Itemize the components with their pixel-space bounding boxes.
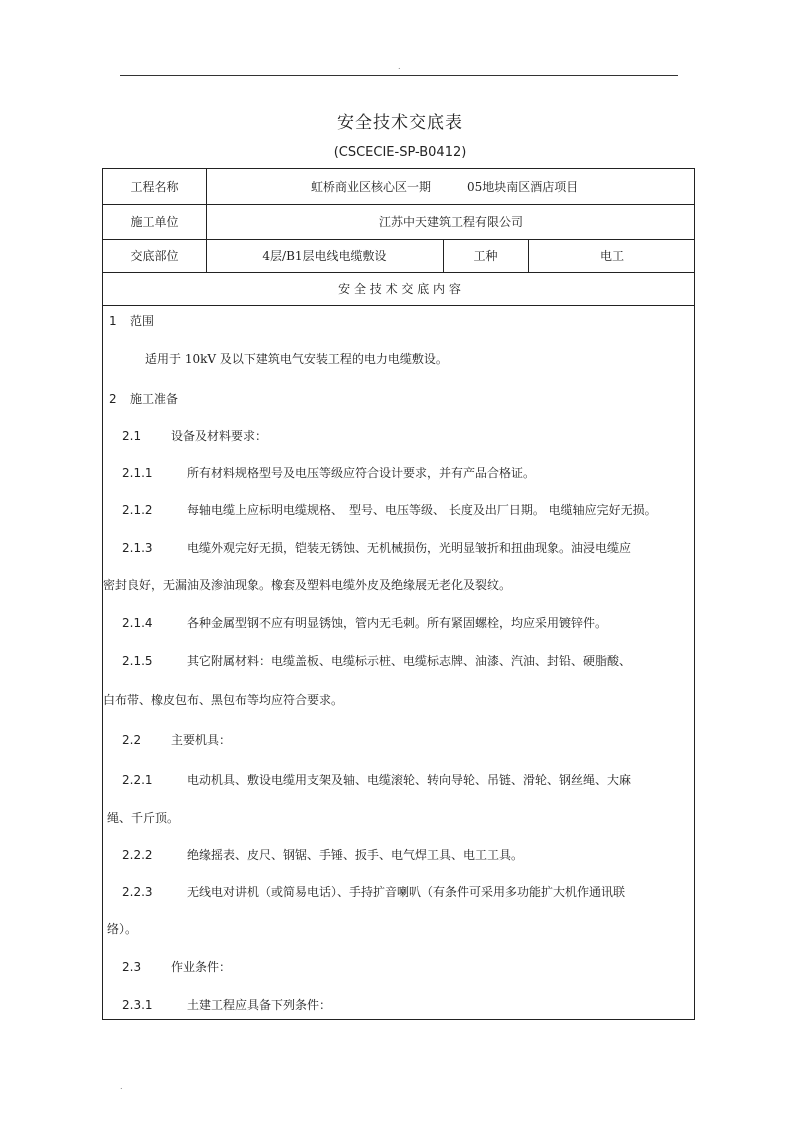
content-line: 适用于 10kV 及以下建筑电气安装工程的电力电缆敷设。 [145, 352, 448, 366]
section-heading: 安 全 技 术 交 底 内 容 [338, 282, 461, 296]
item-number: 2.2.2 [122, 848, 153, 862]
location-label: 交底部位 [130, 249, 179, 263]
item-number: 2.2 [122, 733, 142, 747]
row-divider [103, 204, 694, 205]
item-number: 2.2.1 [122, 773, 153, 787]
content-line: 每轴电缆上应标明电缆规格、 型号、电压等级、 长度及出厂日期。 电缆轴应完好无损。 [187, 503, 657, 517]
page-title: 安全技术交底表 [337, 113, 463, 133]
header-dot: . [398, 62, 401, 71]
content-line: 主要机具： [171, 733, 232, 747]
content-line: 土建工程应具备下列条件： [187, 998, 332, 1012]
trade-value: 电工 [599, 249, 624, 263]
trade-label: 工种 [473, 249, 498, 263]
content-line: 络）。 [107, 922, 138, 936]
content-line: 电缆外观完好无损，铠装无锈蚀、无机械损伤，光明显皱折和扭曲现象。油浸电缆应 [187, 541, 632, 555]
content-line: 密封良好，无漏油及渗油现象。橡套及塑料电缆外皮及绝缘展无老化及裂纹。 [103, 578, 512, 592]
construction-unit-label: 施工单位 [130, 215, 179, 229]
item-number: 2.3 [122, 960, 142, 974]
content-line: 各种金属型钢不应有明显锈蚀，管内无毛刺。所有紧固螺栓，均应采用镀锌件。 [187, 616, 608, 630]
item-number: 2.2.3 [122, 885, 153, 899]
row-divider [103, 305, 694, 306]
row-divider [103, 239, 694, 240]
content-line: 施工准备 [130, 392, 179, 406]
construction-unit-value: 江苏中天建筑工程有限公司 [378, 215, 523, 229]
item-number: 2 [109, 392, 117, 406]
item-number: 2.1.3 [122, 541, 153, 555]
content-line: 绳、千斤顶。 [107, 811, 180, 825]
content-line: 范围 [130, 314, 155, 328]
item-number: 2.1.5 [122, 654, 153, 668]
footer-dot: . [120, 1082, 123, 1091]
document-code: (CSCECIE-SP-B0412) [333, 145, 467, 160]
content-line: 所有材料规格型号及电压等级应符合设计要求，并有产品合格证。 [187, 466, 536, 480]
item-number: 2.1.2 [122, 503, 153, 517]
content-line: 绝缘摇表、皮尺、钢锯、手锤、扳手、电气焊工具、电工工具。 [187, 848, 524, 862]
content-line: 无线电对讲机（或简易电话）、手持扩音喇叭（有条件可采用多功能扩大机作通讯联 [187, 885, 626, 899]
row-divider [103, 272, 694, 273]
item-number: 2.1.1 [122, 466, 153, 480]
handover-table [102, 168, 695, 1020]
content-line: 白布带、橡皮包布、黑包布等均应符合要求。 [103, 693, 344, 707]
item-number: 2.1.4 [122, 616, 153, 630]
content-line: 电动机具、敷设电缆用支架及轴、电缆滚轮、转向导轮、吊链、滑轮、钢丝绳、大麻 [187, 773, 632, 787]
project-name-value-a: 虹桥商业区核心区一期 [311, 180, 432, 194]
item-number: 2.1 [122, 429, 142, 443]
item-number: 1 [109, 314, 117, 328]
header-rule [120, 75, 678, 76]
content-line: 作业条件： [171, 960, 232, 974]
item-number: 2.3.1 [122, 998, 153, 1012]
project-name-value-b: 05地块南区酒店项目 [467, 180, 579, 194]
project-name-label: 工程名称 [130, 180, 179, 194]
content-line: 设备及材料要求： [171, 429, 268, 443]
content-line: 其它附属材料：电缆盖板、电缆标示桩、电缆标志牌、油漆、汽油、封铅、硬脂酸、 [187, 654, 632, 668]
location-value: 4层/B1层电线电缆敷设 [262, 249, 387, 263]
